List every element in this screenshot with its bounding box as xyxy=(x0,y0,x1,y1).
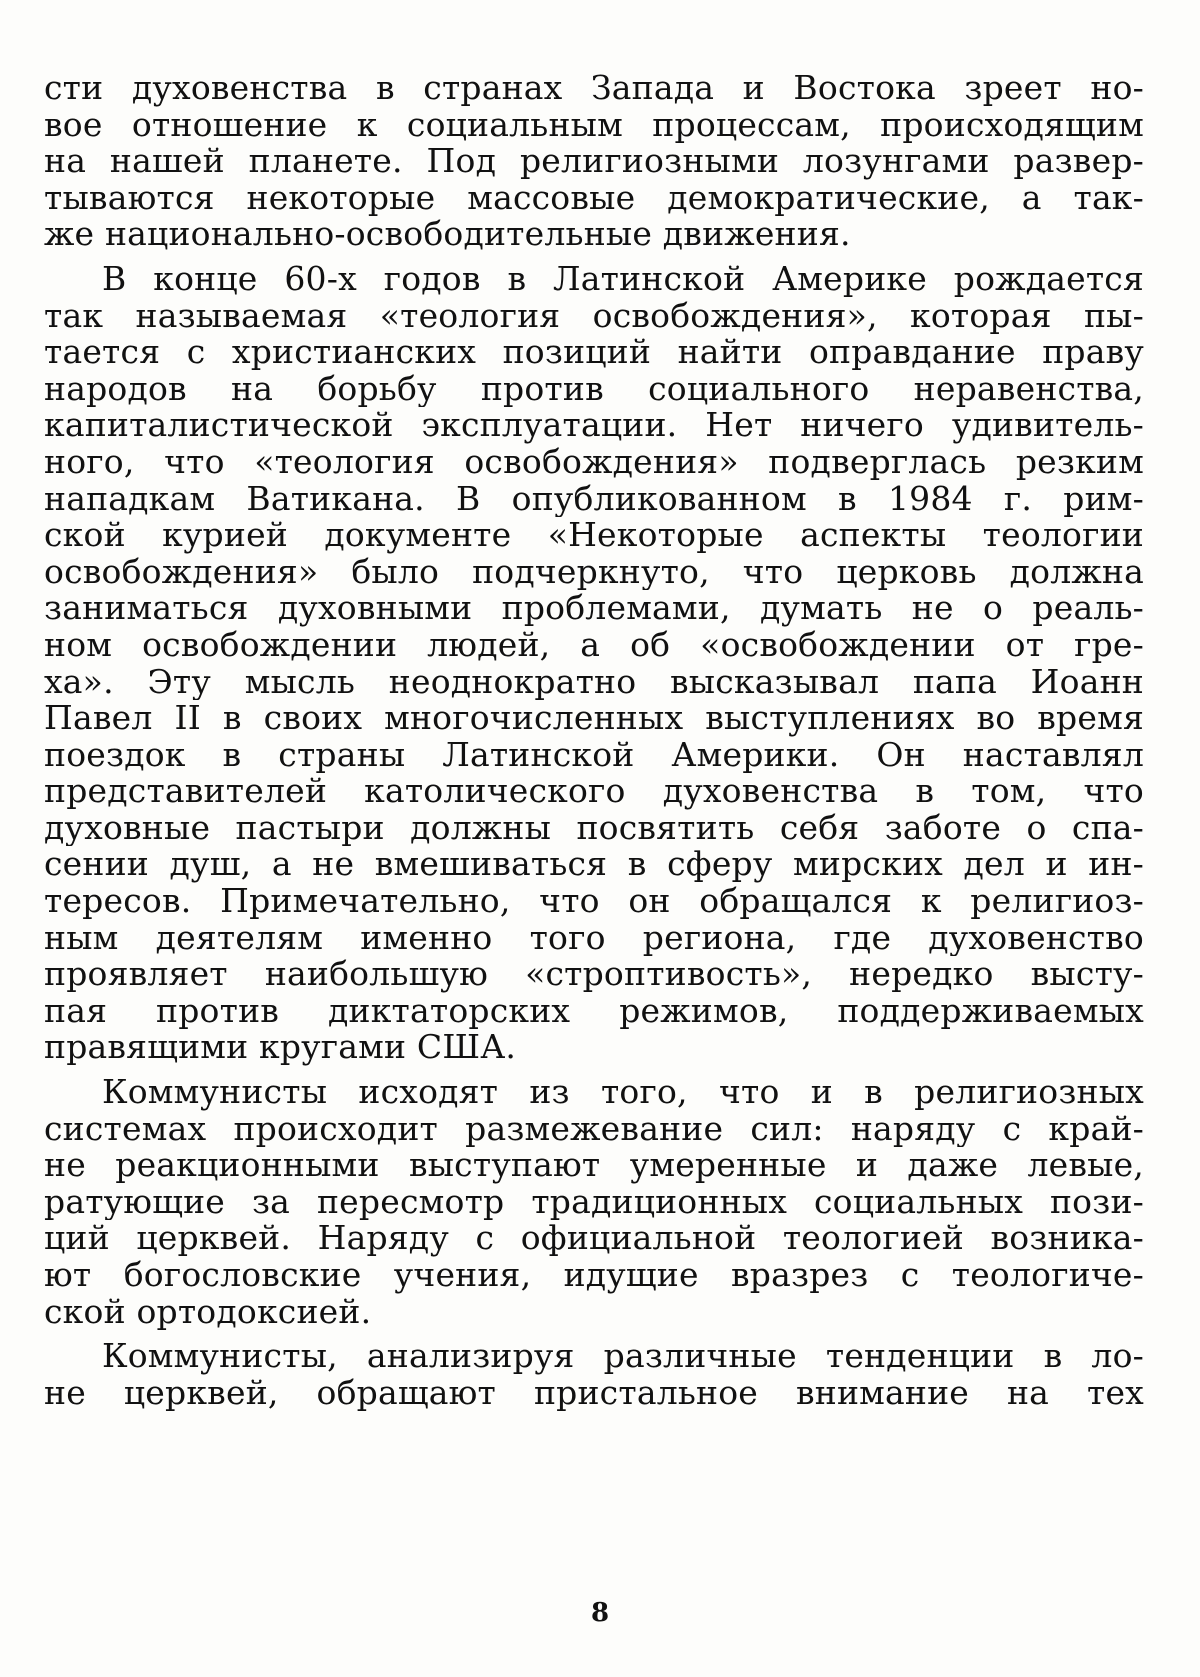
text-line: ным деятелям именно того региона, где духовенство xyxy=(44,919,1144,957)
text-line: Коммунисты исходят из того, что и в религиозных xyxy=(102,1074,1144,1111)
text-line: заниматься духовными проблемами, думать не о реаль- xyxy=(44,590,1144,627)
text-line: ратующие за пересмотр традиционных социальных пози- xyxy=(44,1183,1144,1221)
text-line: так называемая «теология освобождения», которая пы- xyxy=(44,297,1144,335)
paragraph-gap xyxy=(44,1330,1144,1338)
text-line: сении душ, а не вмешиваться в сферу мирских дел и ин- xyxy=(44,846,1144,884)
text-line: нападкам Ватикана. В опубликованном в 1984 г. рим- xyxy=(44,480,1144,518)
text-line: вое отношение к социальным процессам, происходящим xyxy=(44,106,1144,144)
text-line: поездок в страны Латинской Америки. Он наставлял xyxy=(44,736,1144,774)
text-line: В конце 60-х годов в Латинской Америке рождается xyxy=(102,260,1144,298)
text-line: освобождения» было подчеркнуто, что церковь должна xyxy=(44,553,1144,591)
text-line: народов на борьбу против социального неравенства, xyxy=(44,370,1144,408)
text-line: тересов. Примечательно, что он обращался к религиоз- xyxy=(44,883,1144,920)
text-line: проявляет наибольшую «строптивость», нередко высту- xyxy=(44,956,1144,993)
text-line: Коммунисты, анализируя различные тенденции в ло- xyxy=(102,1338,1144,1375)
text-line: правящими кругами США. xyxy=(44,1029,517,1067)
paragraph-gap xyxy=(44,1066,1144,1074)
text-line: же национально-освободительные движения. xyxy=(44,216,851,253)
paragraph-gap xyxy=(44,253,1144,261)
text-line: ской ортодоксией. xyxy=(44,1293,372,1331)
text-line: капиталистической эксплуатации. Нет ничего удивитель- xyxy=(44,407,1144,444)
paragraph xyxy=(44,1338,1144,1411)
text-line: ном освобождении людей, а об «освобождении от гре- xyxy=(44,626,1144,664)
text-line: не реакционными выступают умеренные и даже левые, xyxy=(44,1147,1144,1184)
text-line: духовные пастыри должны посвятить себя заботе о спа- xyxy=(44,809,1144,847)
text-line: не церквей, обращают пристальное внимание на тех xyxy=(44,1374,1144,1412)
text-line: ют богословские учения, идущие вразрез с теологиче- xyxy=(44,1257,1144,1294)
text-line: пая против диктаторских режимов, поддерживаемых xyxy=(44,992,1144,1030)
page-number: 8 xyxy=(590,1598,610,1628)
text-line: ха». Эту мысль неоднократно высказывал папа Иоанн xyxy=(44,663,1144,701)
text-line: сти духовенства в странах Запада и Востока зреет но- xyxy=(44,70,1144,107)
text-line: представителей католического духовенства в том, что xyxy=(44,773,1144,810)
text-line: Павел II в своих многочисленных выступлениях во время xyxy=(44,700,1144,737)
text-line: на нашей планете. Под религиозными лозунгами развер- xyxy=(44,143,1144,180)
text-line: ций церквей. Наряду с официальной теологией возника- xyxy=(44,1220,1144,1257)
paragraph xyxy=(44,261,1144,1066)
paragraph xyxy=(44,1074,1144,1330)
text-line: тается с христианских позиций найти оправдание праву xyxy=(44,334,1144,371)
paragraph xyxy=(44,70,1144,253)
text-line: ской курией документе «Некоторые аспекты теологии xyxy=(44,517,1144,554)
body-text xyxy=(44,70,1144,1411)
text-line: тываются некоторые массовые демократические, а так- xyxy=(44,179,1144,217)
text-line: системах происходит размежевание сил: наряду с край- xyxy=(44,1110,1144,1148)
text-line: ного, что «теология освобождения» подверглась резким xyxy=(44,443,1144,481)
